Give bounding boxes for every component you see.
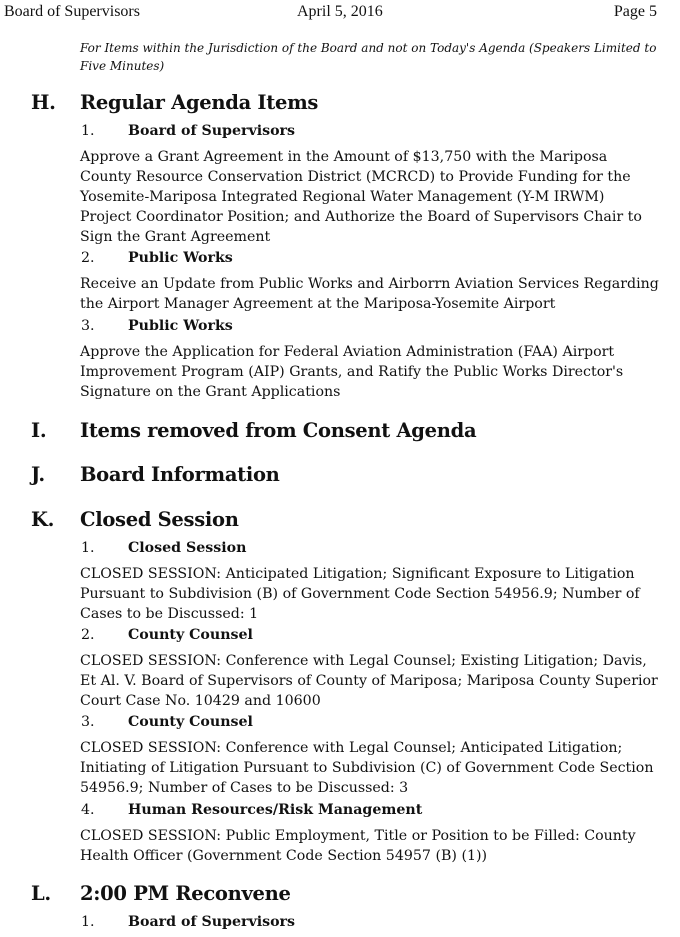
section-letter: J. <box>31 463 45 486</box>
header-board-name: Board of Supervisors <box>4 3 140 20</box>
item-department: Closed Session <box>128 540 247 556</box>
item-department: Board of Supervisors <box>128 123 296 139</box>
item-number: 1. <box>81 914 95 930</box>
section-title: Regular Agenda Items <box>80 91 319 114</box>
item-number: 1. <box>81 123 95 139</box>
section-letter: I. <box>31 419 47 442</box>
section-title: Board Information <box>80 463 280 486</box>
item-number: 2. <box>81 250 95 266</box>
agenda-item-heading <box>0 914 680 934</box>
item-department: Public Works <box>128 318 233 334</box>
section-letter: H. <box>31 91 56 114</box>
item-department: Board of Supervisors <box>128 914 296 930</box>
agenda-item-heading <box>0 250 680 270</box>
agenda-item-description: Receive an Update from Public Works and Airborrn Aviation Services Regarding the Airport Manager Agreement at the Mariposa-Yosemite Airport <box>80 276 659 312</box>
agenda-item-description: Approve a Grant Agreement in the Amount of $13,750 with the Mariposa County Resource Conservation District (MCRCD) to Provide Funding for the Yosemite-Mariposa Integrated Regional Water Management (Y-M IRWM) Project Coordinator Position; and Authorize the Board of Supervisors Chair to Sign the Grant Agreement <box>80 149 642 245</box>
agenda-item-heading <box>0 123 680 143</box>
section-letter: L. <box>31 882 51 905</box>
section-title: Items removed from Consent Agenda <box>80 419 477 442</box>
item-number: 3. <box>81 714 95 730</box>
public-comment-note: For Items within the Jurisdiction of the Board and not on Today's Agenda (Speakers Limited to Five Minutes) <box>80 41 657 73</box>
section-letter: K. <box>31 508 55 531</box>
item-department: County Counsel <box>128 714 253 730</box>
section-i-heading <box>0 419 680 449</box>
agenda-item-description: CLOSED SESSION: Public Employment, Title or Position to be Filled: County Health Officer (Government Code Section 54957 (B) (1)) <box>80 828 636 864</box>
agenda-item-heading <box>0 802 680 822</box>
page-header <box>0 3 680 25</box>
section-h-heading <box>0 91 680 121</box>
section-j-heading <box>0 463 680 493</box>
agenda-item-heading <box>0 714 680 734</box>
item-number: 1. <box>81 540 95 556</box>
header-page-number: Page 5 <box>613 3 657 20</box>
agenda-item-heading <box>0 540 680 560</box>
agenda-item-description: Approve the Application for Federal Aviation Administration (FAA) Airport Improvement Program (AIP) Grants, and Ratify the Public Works Director's Signature on the Grant Applications <box>80 344 624 400</box>
item-department: County Counsel <box>128 627 253 643</box>
agenda-item-heading <box>0 318 680 338</box>
item-number: 4. <box>81 802 95 818</box>
section-title: 2:00 PM Reconvene <box>80 882 291 905</box>
section-k-heading <box>0 508 680 538</box>
header-date: April 5, 2016 <box>297 3 383 20</box>
section-l-heading <box>0 882 680 912</box>
item-department: Human Resources/Risk Management <box>128 802 423 818</box>
agenda-item-description: CLOSED SESSION: Conference with Legal Counsel; Existing Litigation; Davis, Et Al. V. Board of Supervisors of County of Mariposa; Mariposa County Superior Court Case No. 10429 and 10600 <box>80 653 658 709</box>
section-title: Closed Session <box>80 508 239 531</box>
item-department: Public Works <box>128 250 233 266</box>
item-number: 3. <box>81 318 95 334</box>
agenda-item-description: CLOSED SESSION: Conference with Legal Counsel; Anticipated Litigation; Initiating of Litigation Pursuant to Subdivision (C) of Government Code Section 54956.9; Number of Cases to be Discussed: 3 <box>80 740 654 796</box>
agenda-item-description: CLOSED SESSION: Anticipated Litigation; Significant Exposure to Litigation Pursuant to Subdivision (B) of Government Code Section 54956.9; Number of Cases to be Discussed: 1 <box>80 566 640 622</box>
agenda-item-heading <box>0 627 680 647</box>
item-number: 2. <box>81 627 95 643</box>
